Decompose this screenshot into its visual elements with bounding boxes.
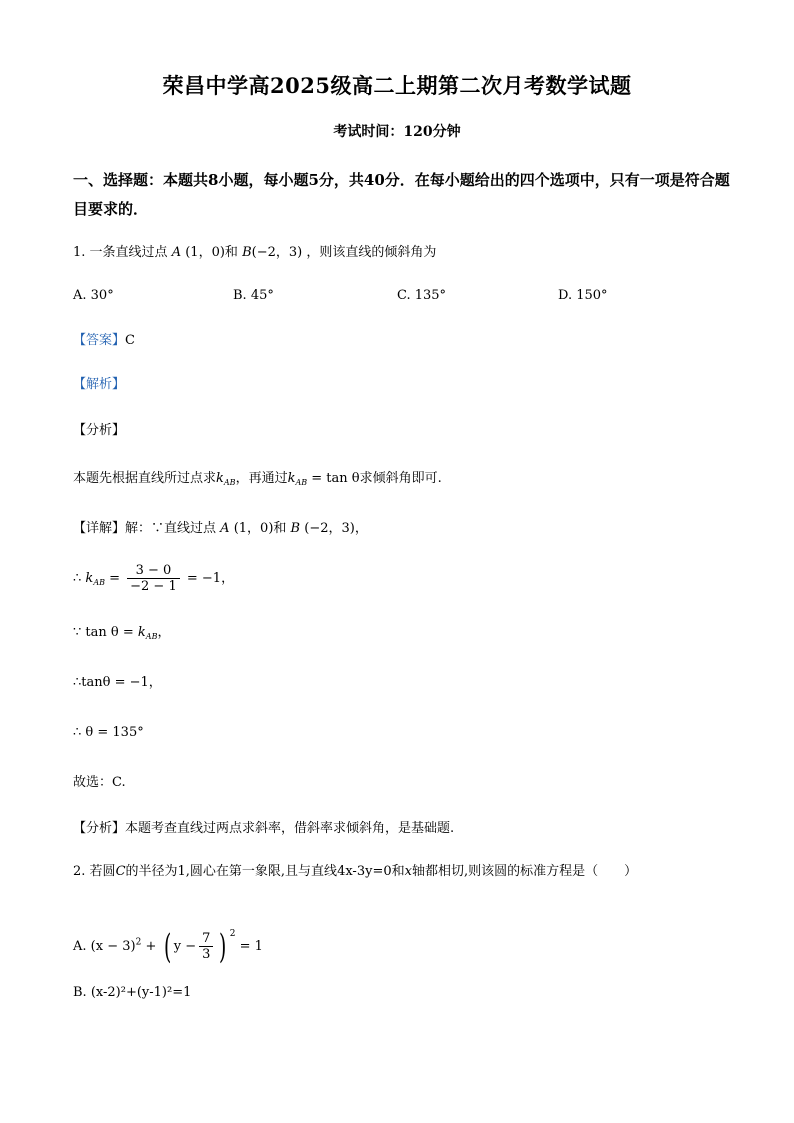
detail-text: 解：∵直线过点: [125, 521, 217, 536]
tan-value: ∴tanθ = −1，: [73, 675, 162, 690]
left-paren: (: [163, 926, 171, 967]
because-symbol: ∵: [73, 625, 82, 640]
option-b: B. 45°: [233, 288, 274, 303]
question-number: 2.: [73, 864, 86, 879]
theta-value: θ = 135°: [85, 725, 144, 740]
question-2: [73, 863, 637, 881]
slope-symbol: k: [85, 571, 94, 586]
exam-time: 考试时间：120分钟: [333, 124, 461, 140]
q2-option-a: [73, 914, 263, 967]
point-label: B: [290, 521, 301, 536]
slope-symbol: k: [137, 625, 146, 640]
detail-text: ，: [354, 521, 368, 536]
fraction-denominator: −2 − 1: [130, 579, 177, 594]
fenxi-text-c: 求倾斜角即可.: [359, 471, 442, 486]
tan-theta: tan θ =: [85, 625, 134, 640]
option-c: C. 135°: [397, 288, 447, 303]
slope-calc: ∴ $k_{AB}$ = $\frac{3 - 0}{-2 - 1}$ = −1，: [73, 563, 235, 594]
analysis-label-text: 【解析】: [73, 377, 126, 392]
exponent: 2: [135, 937, 142, 948]
comma: ，: [157, 625, 171, 640]
exponent: 2: [229, 929, 236, 939]
summary-label: 【分析】: [73, 821, 126, 836]
question-number: 1.: [73, 245, 86, 260]
option-label: A.: [73, 939, 87, 954]
slope-subscript: AB: [93, 578, 105, 587]
tan-equation: = tan θ: [311, 471, 360, 486]
slope-symbol: k: [287, 471, 296, 486]
tan-line: [73, 624, 170, 646]
point-label: A: [220, 521, 230, 536]
fraction-denominator: 3: [202, 947, 211, 962]
option-d: D. 150°: [558, 288, 608, 303]
option-a: A. 30°: [73, 288, 114, 303]
question-text: 和: [391, 864, 405, 879]
answer-label: 【答案】: [73, 333, 126, 348]
plus-sign: +: [145, 939, 157, 954]
answer-line: [73, 332, 135, 350]
question-1: [73, 244, 436, 262]
therefore-symbol: ∴: [73, 725, 82, 740]
point-label: A: [171, 245, 182, 260]
page-title: 荣昌中学高2025级高二上期第二次月考数学试题: [162, 73, 632, 98]
analysis-label: [73, 376, 125, 394]
option-a-end: = 1: [239, 939, 263, 954]
q2-option-b: B. (x-2)²+(y-1)²=1: [73, 985, 192, 1000]
circle-label: C: [115, 864, 126, 879]
answer-value: C: [125, 333, 135, 348]
summary-text: 本题考查直线过两点求斜率，借斜率求倾斜角，是基础题.: [125, 821, 455, 836]
question-text: 一条直线过点: [89, 245, 168, 260]
question-text: ，则该直线的倾斜角为: [306, 245, 437, 260]
fraction-numerator: 7: [199, 931, 213, 947]
right-paren: ): [219, 926, 227, 967]
fraction-numerator: 3 − 0: [127, 563, 180, 579]
slope-subscript: AB: [223, 478, 236, 487]
point-label: B: [242, 245, 252, 260]
line-equation: 4x-3y=0: [337, 864, 392, 879]
choose-line: 故选：C.: [73, 775, 126, 790]
fenxi-text-a: 本题先根据直线所过点求: [73, 471, 217, 486]
option-a-term1: (x − 3): [90, 939, 136, 954]
point-coords: (1，0): [233, 521, 274, 536]
detail-label: 【详解】: [73, 521, 126, 536]
point-coords: (−2，3): [251, 245, 303, 260]
option-a-fraction: [199, 931, 213, 962]
question-text: 轴都相切,则该圆的标准方程是（ ）: [411, 864, 638, 879]
detail-text: 和: [273, 521, 287, 536]
slope-symbol: k: [216, 471, 224, 486]
slope-fraction: [127, 563, 180, 594]
theta-line: [73, 724, 144, 742]
point-coords: (1，0): [185, 245, 225, 260]
fenxi-text-b: ，再通过: [235, 471, 288, 486]
detail-line: [73, 520, 368, 538]
axis-label: x: [404, 864, 412, 879]
option-a-term2: y −: [173, 939, 197, 954]
slope-result: = −1，: [186, 571, 235, 586]
question-text: 和: [224, 245, 238, 260]
fenxi-text: [73, 470, 442, 492]
therefore-symbol: ∴: [73, 571, 82, 586]
slope-subscript: AB: [145, 632, 158, 641]
section-heading: 一、选择题：本题共8小题，每小题5分，共40分．在每小题给出的四个选项中，只有一项是符合题目要求的．: [73, 171, 730, 218]
slope-subscript: AB: [295, 478, 308, 487]
summary-line: [73, 820, 454, 838]
point-coords: (−2，3): [304, 521, 355, 536]
question-text: 的半径为1,圆心在第一象限,且与直线: [125, 864, 338, 879]
fenxi-label: 【分析】: [73, 423, 126, 438]
question-text: 若圆: [89, 864, 116, 879]
